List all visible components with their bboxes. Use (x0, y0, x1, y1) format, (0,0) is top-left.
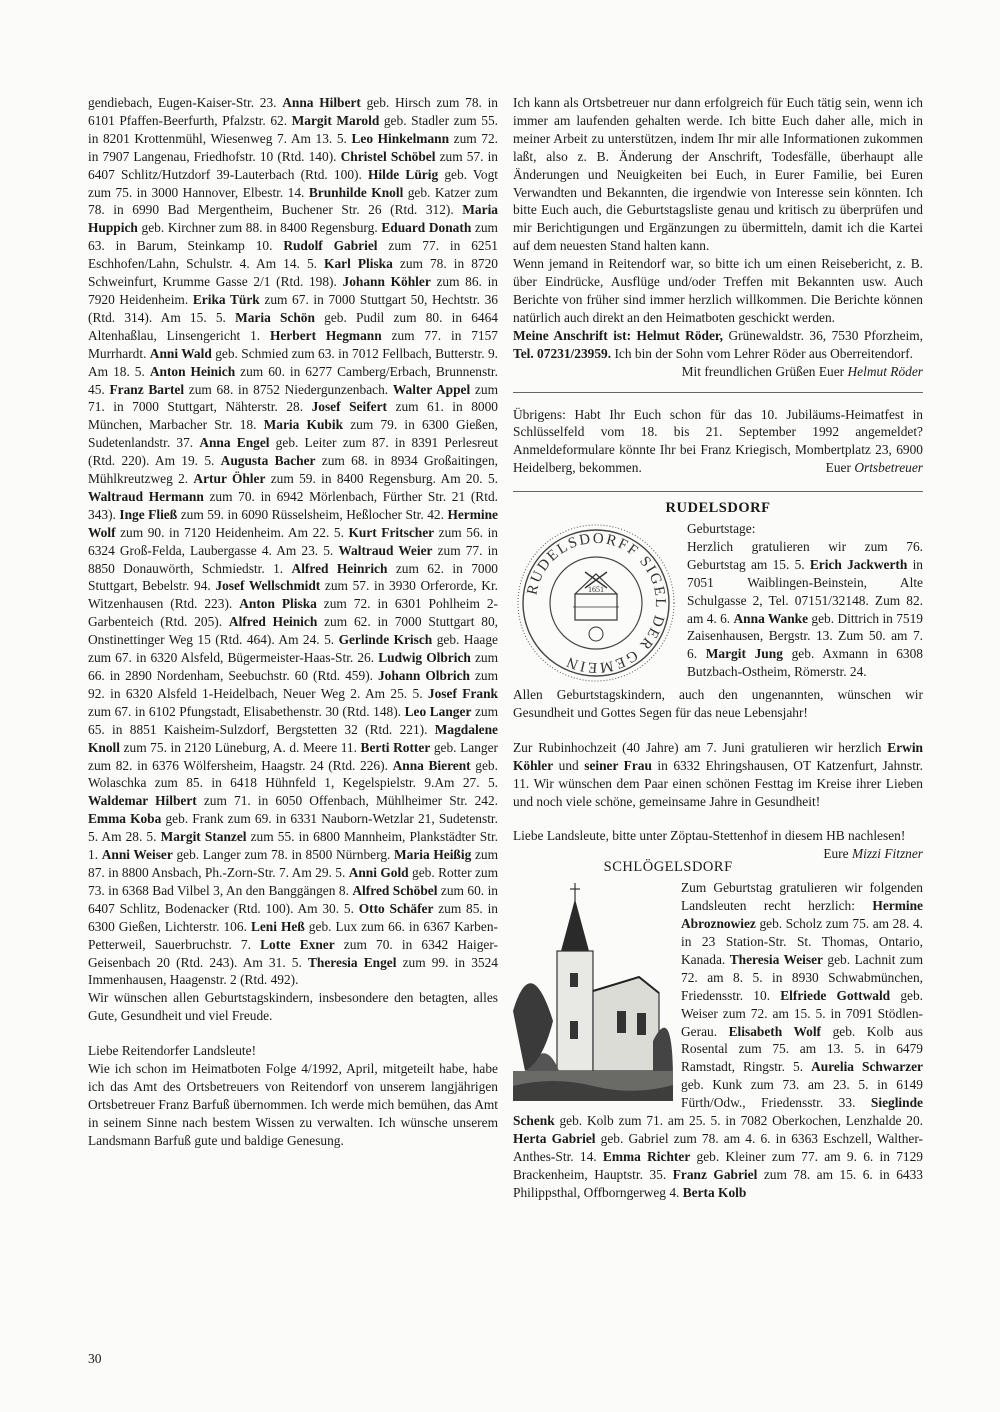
person-name: Waltraud Hermann (88, 488, 204, 504)
person-name: Anton Pliska (239, 596, 317, 612)
entry-text: geb. Vogt zum 75. in 3000 Hannover, Elbestr. 14. (88, 166, 498, 200)
entry-text: und (553, 757, 585, 773)
entry-text: zum 92. in 6320 Alsfeld 1-Heidelbach, Neuer Weg 2. Am 25. 5. (88, 668, 498, 701)
section-divider (513, 491, 923, 492)
person-name: Theresia Engel (307, 954, 397, 970)
entry-text: zum 56. in 6324 Groß-Felda, Laubergasse 4. Am 23. 5. (88, 524, 498, 558)
entry-text: geb. Lux zum 66. in 6367 Karben-Petterweil, Sauerbruchstr. 7. (88, 918, 498, 952)
entry-text: zum 75. in 2120 Lüneburg, A. d. Meere 11. (120, 739, 361, 755)
entry-text: geb. Hirsch zum 78. in 6101 Pfaffen-Beerfurth, Pfalzstr. 62. (88, 95, 498, 128)
entry-text: Grünewaldstr. 36, 7530 Pforzheim, (722, 327, 923, 343)
entry-text: zum 85. in 6300 Gießen, Lichterstr. 106. (88, 900, 498, 934)
rudelsdorf-note (513, 827, 923, 862)
rudelsdorf-heading (513, 500, 923, 518)
person-name: Anna Bierent (392, 757, 471, 773)
person-name: Leo Langer (404, 703, 472, 719)
person-name: Margit Stanzel (160, 829, 247, 845)
entry-text: geb. Kirchner zum 88. in 8400 Regensburg. (137, 220, 382, 236)
entry-text: geb. Stadler zum 55. in 8201 Krottenmühl, Wiesenweg 7. Am 13. 5. (88, 112, 499, 146)
entry-text: zum 62. in 7000 Stuttgart, Bebelstr. 94. (88, 560, 498, 594)
rudelsdorf-heading-text: RUDELSDORF (665, 500, 771, 517)
person-name: Johann Köhler (342, 274, 431, 290)
left-column (88, 94, 498, 1150)
birthday-wishes: Wir wünschen allen Geburtstagskindern, insbesondere den betagten, alles Gute, Gesundheit und viel Freude. (88, 990, 498, 1024)
entry-text: zum 71. in 6050 Offenbach, Mühlheimer Str. 242. (196, 793, 498, 809)
person-name: Maria Kubik (263, 417, 344, 433)
entry-text: zum 71. in 7000 Stuttgart, Nähterstr. 28. (88, 381, 498, 415)
person-name: Anni Weiser (101, 847, 173, 863)
person-name: Anni Gold (348, 864, 409, 880)
reitendorf-birthday-list (88, 94, 498, 989)
entry-text: Zum Geburtstag gratulieren wir folgenden Landsleuten recht herzlich: (681, 880, 923, 914)
schloegelsdorf-church-figure (513, 881, 673, 1101)
person-name: Josef Frank (427, 685, 498, 701)
entry-text: zum 60. in 6407 Schlitz, Bodenacker (Rtd. 100). Am 30. 5. (88, 882, 498, 916)
person-name: Maria Schön (235, 309, 315, 325)
person-name: Alfred Heinrich (291, 560, 388, 576)
person-name: Elisabeth Wolf (728, 1023, 822, 1039)
person-name: Erwin Köhler (513, 739, 923, 773)
rudelsdorf-note-signature-prefix: Eure (823, 846, 849, 862)
rudelsdorf-anniversary (513, 739, 923, 811)
person-name: seiner Frau (584, 757, 652, 773)
heimatfest-signature-block (826, 459, 923, 477)
person-name: Franz Gabriel (672, 1166, 758, 1182)
person-name: Ludwig Olbrich (378, 650, 471, 666)
entry-text: zum 90. in 7120 Heidenheim. Am 22. 5. (115, 524, 349, 540)
entry-text: zum 78. am 15. 6. in 6433 Philippsthal, Offborngerweg 4. (513, 1166, 923, 1200)
entry-text: geb. Leiter zum 87. in 8391 Perlesreut (Rtd. 220). Am 19. 5. (88, 435, 498, 469)
section-divider (513, 392, 923, 393)
seal-year: 1651 (588, 585, 604, 595)
entry-text: zum 99. in 3524 Immenhausen, Haagenstr. 2 (Rtd. 492). (88, 954, 498, 988)
entry-text: zum 78. in 8720 Schweinfurt, Krumme Gasse 2/1 (Rtd. 198). (88, 256, 498, 290)
entry-text: geb. Rotter zum 73. in 6368 Bad Vilbel 3, An den Banggängen 8. (88, 864, 498, 898)
person-name: Waltraud Weier (338, 542, 433, 558)
entry-text: geb. Axmann in 6308 Butzbach-Ostheim, Römerstr. 24. (687, 646, 923, 680)
person-name: Leo Hinkelmann (351, 130, 450, 146)
person-name: Anna Wanke (733, 610, 809, 626)
entry-text: zum 77. in 7157 Murrhardt. (88, 327, 498, 361)
entry-text: Zur Rubinhochzeit (40 Jahre) am 7. Juni gratulieren wir herzlich (513, 739, 888, 755)
entry-text: Ich bin der Sohn vom Lehrer Röder aus Oberreitendorf. (611, 345, 914, 361)
letter-salutation: Liebe Reitendorfer Landsleute! (88, 1043, 257, 1059)
letter-paragraph-1: Ich kann als Ortsbetreuer nur dann erfolgreich für Euch tätig sein, wenn ich immer am laufenden gehalten werde. Ich bitte Euch daher alle, mich in meiner Arbeit zu unterstützen, indem Ihr mir alle Informationen zukommen laßt, also z. B. Änderung der Anschrift, Todesfälle, überhaupt alle Änderungen und Neuigkeiten bei Euch, in Eurer Familie, bei Euren Verwandten und Bekannten, die irgendwie von Interesse sein könnten. Ich bitte Euch auch, die Geburtstagsliste genau und kritisch zu überprüfen und mir Berichtigungen und Ergänzungen zu übermitteln, damit ich die Kartei auf dem neuesten Stand halten kann. (513, 95, 923, 254)
person-name: Brunhilde Knoll (308, 184, 404, 200)
entry-text: zum 86. in 7920 Heidenheim. (88, 274, 498, 307)
letter-paragraph-2: Wenn jemand in Reitendorf war, so bitte ich um einen Reisebericht, z. B. über Eindrücke, Ausflüge und/oder Treffen mit Bekannten usw. Auch Berichte von früher sind immer herzlich willkommen. Die Berichte können natürlich auch direkt an den Heimatboten geschickt werden. (513, 256, 923, 325)
person-name: Erich Jackwerth (809, 556, 908, 572)
person-name: Meine Anschrift ist: Helmut Röder, (513, 327, 723, 343)
person-name: Emma Richter (602, 1148, 691, 1164)
entry-text: zum 61. in 8000 München, Marbacher Str. 18. (88, 399, 498, 433)
entry-text: zum 77. in 8850 Donauwörth, Schmiedstr. 1. (88, 542, 498, 576)
person-name: Leni Heß (250, 918, 305, 934)
closing-greeting: Mit freundlichen Grüßen Euer (681, 363, 845, 379)
entry-text: geb. Haage zum 67. in 6320 Alsfeld, Bügermeister-Haas-Str. 26. (88, 632, 498, 666)
spacer (513, 810, 923, 827)
person-name: Emma Koba (88, 811, 162, 827)
entry-text: zum 55. in 6800 Mannheim, Plankstädter Str. 1. (88, 829, 499, 863)
spacer (88, 1025, 498, 1042)
entry-text: zum 68. in 8752 Niedergunzenbach. (184, 381, 393, 397)
heimatfest-signature-prefix: Euer (825, 460, 851, 476)
entry-text: geb. Dittrich in 7519 Zaisenhausen, Bergstr. 13. Zum 50. am 7. 6. (687, 610, 923, 662)
entry-text: zum 57. in 6407 Schlitz/Hutzdorf 39-Lauterbach (Rtd. 100). (88, 148, 498, 182)
person-name: Johann Olbrich (377, 668, 470, 683)
seal-legend: RUDELSDORFF SIGEL DER GEMEIN (524, 530, 669, 676)
entry-text: zum 67. in 7000 Stuttgart 50, Hechtstr. 36 (Rtd. 314). Am 15. 5. (88, 291, 498, 325)
person-name: Hermine Abroznowiez (681, 898, 923, 932)
entry-text: geb. Weiser zum 72. am 15. 5. in 7091 Stödlen-Gerau. (681, 987, 923, 1039)
right-column (513, 94, 923, 1202)
entry-text: geb. Kolb zum 71. am 25. 5. in 7082 Oberkochen, Lenzhalde 20. (554, 1113, 923, 1129)
person-name: Walter Appel (392, 381, 471, 397)
person-name: Inge Fließ (119, 506, 178, 522)
entry-text: zum 72. in 6301 Pohlheim 2-Garbenteich (Rtd. 205). (88, 596, 498, 630)
person-name: Erika Türk (192, 291, 260, 307)
schloegelsdorf-heading-text: SCHLÖGELSDORF (603, 859, 733, 876)
entry-text: zum 59. in 6090 Rüsselsheim, Heßlocher Str. 42. (177, 506, 448, 522)
letter-body: Wie ich schon im Heimatboten Folge 4/1992, April, mitgeteilt habe, habe ich das Amt des Ortsbetreuers von Reitendorf von unserem langjährigen Ortsbetreuer Franz Barfuß übernommen. Ich werde mich bemühen, das Amt in seinem Sinne nach bestem Wissen zu verwalten. Ich wünsche unserem Landsmann Barfuß gute und baldige Genesung. (88, 1061, 498, 1148)
person-name: Christel Schöbel (340, 148, 436, 164)
person-name: Berta Kolb (682, 1184, 747, 1200)
person-name: Anna Engel (199, 435, 270, 451)
person-name: Karl Pliska (324, 256, 393, 272)
page-number: 30 (88, 1351, 102, 1366)
entry-text: zum 63. in Barum, Steinkamp 10. (88, 220, 498, 254)
person-name: Lotte Exner (260, 936, 335, 952)
heimatfest-notice (513, 406, 923, 478)
entry-text: geb. Langer zum 78. in 8500 Nürnberg. (172, 847, 395, 863)
person-name: Gerlinde Krisch (338, 632, 433, 648)
entry-text: in 6332 Ehringshausen, OT Katzenfurt, Jahnstr. 11. Wir wünschen dem Paar einen schönen Festtag im Kreise ihrer Lieben und noch viele schöne, gemeinsame Jahre in Gesundheit! (513, 757, 923, 809)
person-name: Artur Öhler (193, 471, 266, 487)
person-name: Herta Gabriel (513, 1130, 596, 1146)
person-name: Augusta Bacher (220, 453, 316, 469)
entry-text: zum 62. in 7000 Stuttgart 80, Onstinettinger Weg 15 (Rtd. 464). Am 24. 5. (88, 614, 498, 648)
entry-text: geb. Scholz zum 75. am 28. 4. in 23 Station-Str. St. Thomas, Ontario, Kanada. (681, 916, 923, 967)
closing-signature: Helmut Röder (847, 363, 923, 379)
rudelsdorf-note-signature: Mizzi Fitzner (851, 846, 923, 862)
person-name: Theresia Weiser (729, 951, 823, 967)
person-name: Herbert Hegmann (269, 327, 382, 343)
person-name: Magdalene Knoll (88, 721, 498, 755)
person-name: Aurelia Schwarzer (811, 1059, 923, 1075)
church-illustration-icon (513, 881, 673, 1101)
person-name: Josef Seifert (311, 399, 387, 415)
entry-text: zum 72. in 7907 Langenau, Friedhofstr. 10 (Rtd. 140). (88, 130, 498, 164)
entry-text: geb. Katzer zum 78. in 6990 Bad Mergentheim, Buchener Str. 26 (Rtd. 312). (88, 184, 498, 218)
rudelsdorf-note-signature-block (823, 845, 923, 863)
spacer (513, 722, 923, 739)
rudelsdorf-note-text: Liebe Landsleute, bitte unter Zöptau-Stettenhof in diesem HB nachlesen! (513, 828, 906, 844)
person-name: Hilde Lürig (368, 166, 439, 182)
person-name: Margit Marold (291, 112, 380, 128)
rudelsdorf-seal-icon (513, 522, 679, 684)
entry-text: zum 87. in 8800 Ansbach, Ph.-Zorn-Str. 7. Am 29. 5. (88, 847, 499, 880)
entry-text: gendiebach, Eugen-Kaiser-Str. 23. (88, 95, 283, 110)
entry-text: Herzlich gratulieren wir zum 76. Geburtstag am 15. 5. (687, 538, 923, 572)
entry-text: geb. Schmied zum 63. in 7012 Fellbach, Butterstr. 9. Am 18. 5. (88, 345, 498, 379)
entry-text: zum 67. in 6102 Pfungstadt, Elisabethenstr. 30 (Rtd. 148). (88, 703, 405, 719)
heimatfest-text: Übrigens: Habt Ihr Euch schon für das 10. Jubiläums-Heimatfest in Schlüsselfeld vom 18. bis 21. September 1992 angemeldet? Anmeldeformulare könnte Ihr bei Franz Kriegisch, Mombertplatz 23, 6900 Heidelberg, bekommen. (513, 406, 923, 476)
entry-text: geb. Frank zum 69. in 6331 Nauborn-Wetzlar 21, Sudetenstr. 5. Am 28. 5. (88, 811, 499, 845)
rudelsdorf-seal-figure (513, 522, 679, 684)
sender-address (513, 327, 923, 363)
rudelsdorf-intro: Geburtstage: (687, 521, 756, 537)
entry-text: geb. Kleiner zum 77. am 9. 6. in 7129 Brackenheim, Hauptstr. 35. (513, 1148, 923, 1182)
entry-text: zum 66. in 2890 Nordenham, Seebuchstr. 60 (Rtd. 459). (88, 650, 499, 683)
entry-text: geb. Gabriel zum 78. am 4. 6. in 6363 Eschzell, Walther-Anthes-Str. 14. (513, 1130, 923, 1164)
person-name: Alfred Heinich (228, 614, 318, 630)
entry-text: geb. Lachnit zum 72. am 8. 5. in 8930 Schwabmünchen, Friedensstr. 10. (681, 951, 923, 1003)
person-name: Maria Huppich (88, 202, 498, 236)
entry-text: zum 60. in 6277 Camberg/Erbach, Brunnenstr. 45. (88, 363, 498, 397)
entry-text: zum 70. in 6342 Haiger-Geisenbach 20 (Rtd. 243). Am 31. 5. (88, 936, 498, 970)
person-name: Eduard Donath (381, 220, 472, 236)
person-name: Rudolf Gabriel (283, 238, 378, 254)
person-name: Margit Jung (705, 646, 783, 662)
rudelsdorf-wishes: Allen Geburtstagskindern, auch den ungenannten, wünschen wir Gesundheit und Gottes Segen für das neue Lebensjahr! (513, 687, 923, 720)
person-name: Tel. 07231/23959. (513, 345, 612, 361)
person-name: Anni Wald (149, 345, 212, 361)
person-name: Kurt Fritscher (348, 524, 435, 540)
heimatfest-signature: Ortsbetreuer (854, 460, 923, 476)
entry-text: geb. Pudil zum 80. in 6464 Altenhaßlau, Linsengericht 1. (88, 309, 498, 343)
entry-text: geb. Kunk zum 73. am 23. 5. in 6149 Fürth/Odw., Friedensstr. 33. (681, 1077, 923, 1111)
person-name: Sieglinde Schenk (513, 1095, 923, 1129)
entry-text: zum 70. in 6942 Mörlenbach, Fürther Str. 21 (Rtd. 343). (88, 488, 498, 522)
person-name: Elfriede Gottwald (780, 987, 891, 1003)
person-name: Otto Schäfer (358, 900, 434, 916)
entry-text: geb. Wolaschka zum 85. in 6418 Hühnfeld 1, Kegelspielstr. 9.Am 27. 5. (88, 757, 498, 791)
person-name: Waldemar Hilbert (88, 793, 197, 809)
entry-text: in 7051 Waiblingen-Beinstein, Alte Schulgasse 2, Tel. 07151/32148. Zum 82. am 4. 6. (687, 556, 923, 626)
person-name: Josef Wellschmidt (215, 578, 321, 594)
entry-text: zum 59. in 8400 Regensburg. Am 20. 5. (265, 471, 498, 487)
person-name: Hermine Wolf (88, 506, 499, 540)
person-name: Alfred Schöbel (352, 882, 438, 898)
entry-text: zum 77. in 6251 Eschhofen/Lahn, Schulstr. 4. Am 14. 5. (88, 238, 498, 272)
entry-text: zum 65. in 8851 Kaisheim-Sulzdorf, Bergstetten 32 (Rtd. 221). (88, 703, 499, 737)
person-name: Franz Bartel (109, 381, 185, 397)
entry-text: geb. Langer zum 82. in 6376 Wölfersheim, Haagstr. 24 (Rtd. 226). (88, 739, 498, 773)
person-name: Maria Heißig (394, 847, 472, 863)
person-name: Anton Heinich (149, 363, 236, 379)
entry-text: zum 68. in 8934 Großaitingen, Mühlkreutzweg 2. (88, 453, 498, 487)
entry-text: zum 79. in 6300 Gießen, Sudetenlandstr. 37. (88, 417, 498, 451)
person-name: Anna Hilbert (282, 95, 361, 110)
person-name: Berti Rotter (360, 739, 431, 755)
entry-text: zum 57. in 3930 Orferorde, Kr. Witzenhausen (Rtd. 223). (88, 578, 499, 612)
letter-closing (513, 363, 923, 381)
entry-text: geb. Kolb aus Rosental zum 75. am 13. 5. in 6479 Ramstadt, Ringstr. 5. (681, 1023, 923, 1075)
